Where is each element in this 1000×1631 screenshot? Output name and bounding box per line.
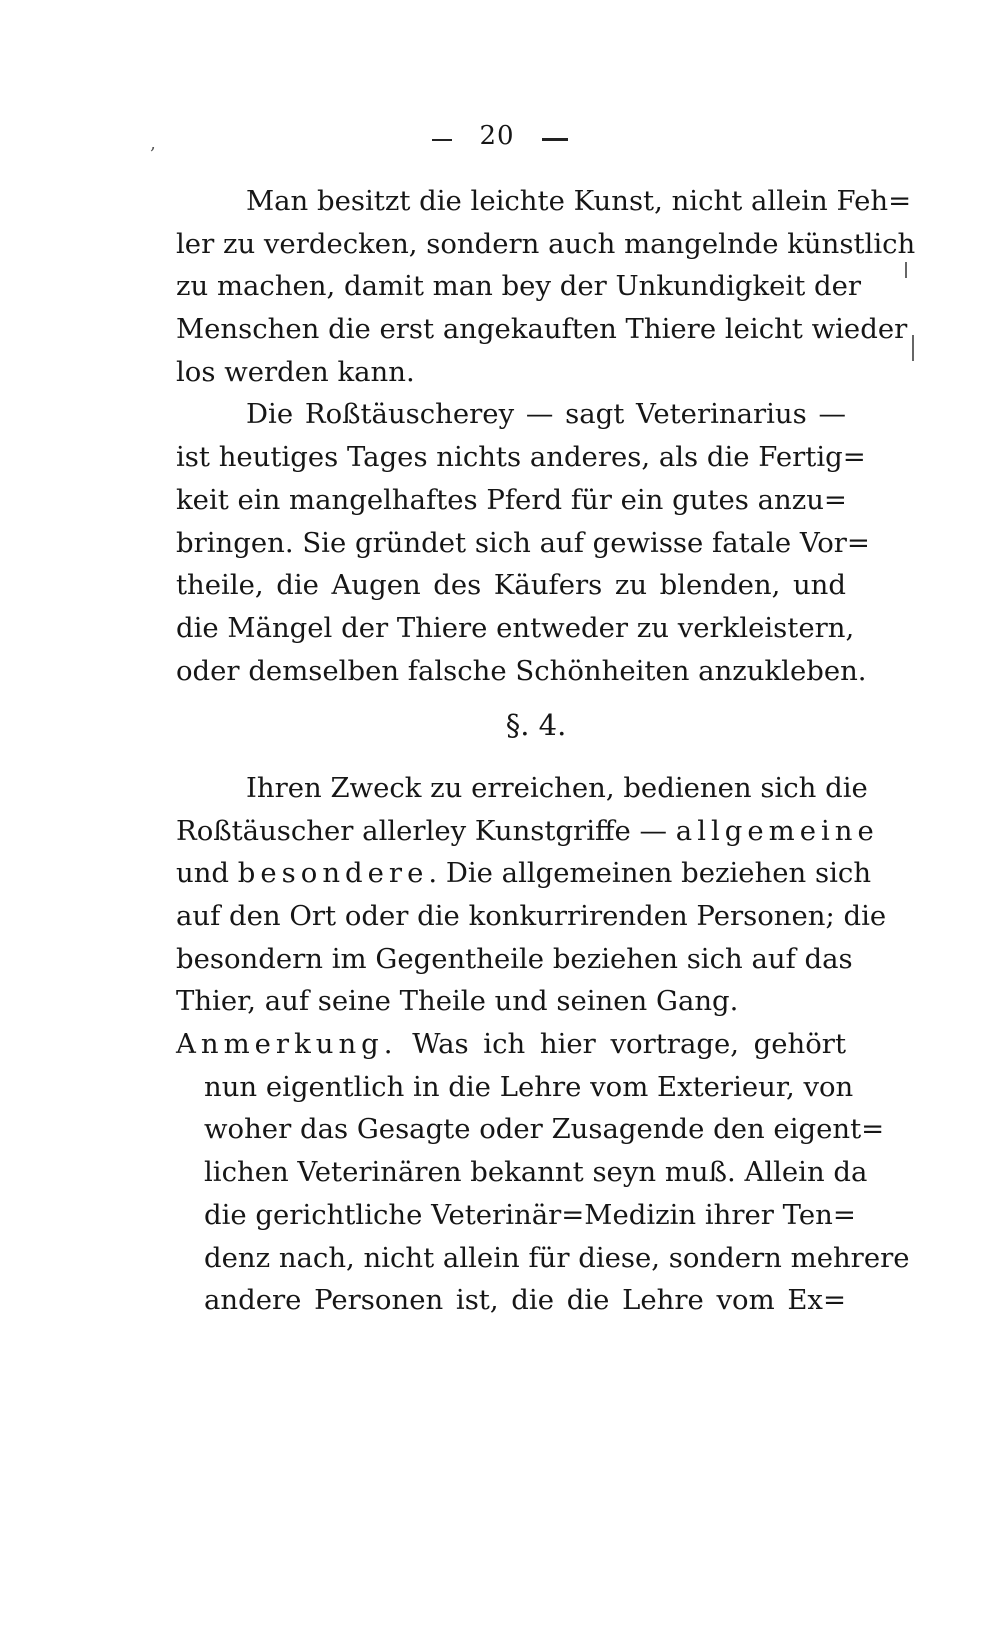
margin-mark: ‚ bbox=[150, 133, 156, 154]
text-line: nun eigentlich in die Lehre vom Exterieur, von bbox=[204, 1070, 854, 1103]
text-line: besondern im Gegentheile beziehen sich auf das bbox=[176, 942, 853, 975]
text-line bbox=[176, 810, 879, 853]
text-line: auf den Ort oder die konkurrirenden Personen; die bbox=[176, 900, 887, 932]
text-line: theile, die Augen des Käufers zu blenden, und bbox=[176, 569, 846, 602]
margin-tick bbox=[912, 335, 914, 361]
emphasis-allgemeine: allgemeine bbox=[675, 814, 879, 847]
section-heading: §. 4. bbox=[505, 708, 567, 743]
text-line: Ihren Zweck zu erreichen, bedienen sich die bbox=[246, 771, 868, 804]
text-line: Die Roßtäuscherey — sagt Veterinarius — bbox=[246, 398, 846, 431]
text-span: . Die allgemeinen beziehen sich bbox=[428, 857, 872, 890]
text-line: los werden kann. bbox=[176, 355, 415, 388]
text-line: andere Personen ist, die die Lehre vom Ex= bbox=[204, 1284, 846, 1317]
emphasis-besondere: besondere bbox=[237, 857, 429, 890]
text-line: ist heutiges Tages nichts anderes, als die Fertig= bbox=[176, 441, 866, 474]
text-line: lichen Veterinären bekannt seyn muß. Allein da bbox=[204, 1156, 868, 1189]
note-label: Anmerkung. bbox=[176, 1028, 398, 1061]
text-line: die gerichtliche Veterinär=Medizin ihrer Ten= bbox=[204, 1198, 856, 1231]
header-dash-right bbox=[542, 138, 568, 141]
text-line: Menschen die erst angekauften Thiere leicht wieder bbox=[176, 313, 908, 346]
text-line: die Mängel der Thiere entweder zu verkleistern, bbox=[176, 611, 855, 644]
margin-tick bbox=[905, 262, 907, 278]
text-span: Was ich hier vortrage, gehört bbox=[397, 1028, 846, 1061]
text-line: zu machen, damit man bey der Unkundigkeit der bbox=[176, 270, 862, 303]
paragraph-2 bbox=[176, 393, 870, 692]
text-line bbox=[176, 1023, 846, 1066]
text-span: und bbox=[176, 857, 238, 890]
text-span: Roßtäuscher allerley Kunstgriffe — bbox=[176, 814, 676, 847]
text-line: oder demselben falsche Schönheiten anzukleben. bbox=[176, 654, 867, 687]
note bbox=[176, 1023, 910, 1322]
body-text bbox=[176, 180, 916, 1322]
page-number: 20 bbox=[479, 121, 515, 151]
text-line: Thier, auf seine Theile und seinen Gang. bbox=[176, 985, 739, 1018]
text-line: bringen. Sie gründet sich auf gewisse fatale Vor= bbox=[176, 526, 870, 559]
text-line: Man besitzt die leichte Kunst, nicht allein Feh= bbox=[246, 185, 912, 217]
text-line: woher das Gesagte oder Zusagende den eigent= bbox=[204, 1113, 885, 1146]
paragraph-3 bbox=[176, 767, 887, 1023]
text-line: denz nach, nicht allein für diese, sondern mehrere bbox=[204, 1241, 910, 1274]
text-line: keit ein mangelhaftes Pferd für ein gutes anzu= bbox=[176, 483, 847, 516]
text-line: ler zu verdecken, sondern auch mangelnde künstlich bbox=[176, 227, 916, 260]
paragraph-1 bbox=[176, 180, 916, 393]
header-dash-left bbox=[432, 139, 452, 141]
page-header bbox=[0, 116, 1000, 156]
text-line bbox=[176, 852, 872, 895]
